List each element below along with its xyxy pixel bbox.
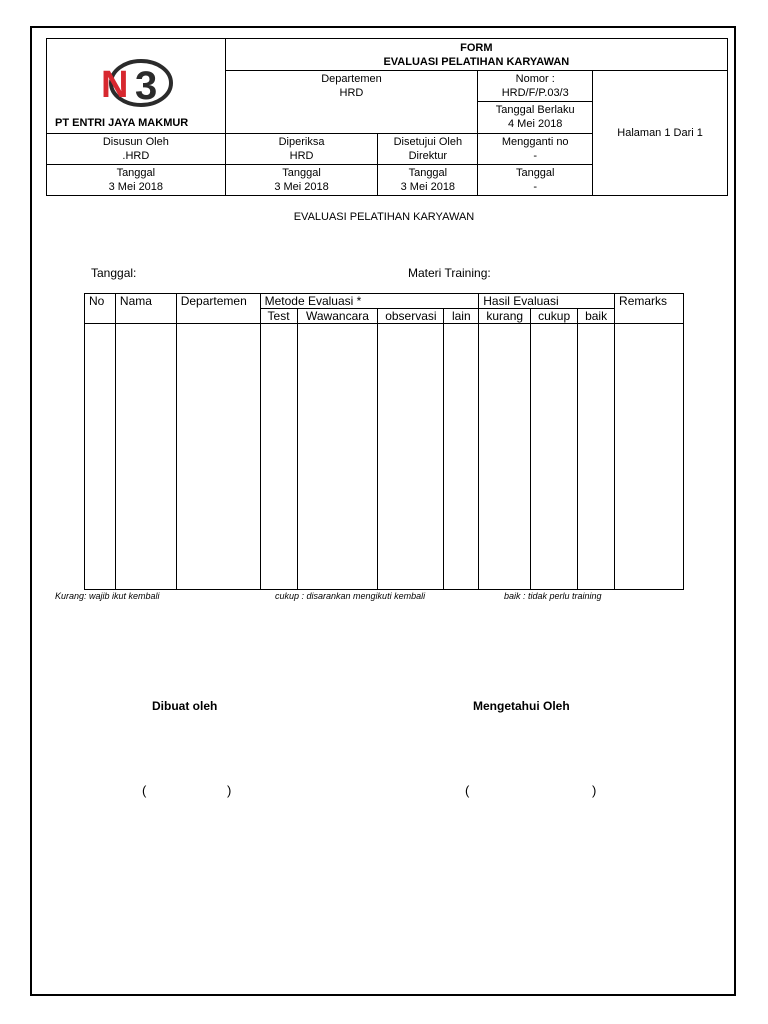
table-cell[interactable] bbox=[531, 324, 578, 590]
form-label: FORM bbox=[460, 41, 493, 54]
col-header-departemen: Departemen bbox=[176, 294, 260, 324]
sub-header-wawancara: Wawancara bbox=[297, 309, 378, 324]
table-cell[interactable] bbox=[260, 324, 297, 590]
table-cell[interactable] bbox=[378, 324, 444, 590]
diperiksa-value: HRD bbox=[289, 149, 314, 162]
tanggal-value: - bbox=[533, 180, 538, 193]
halaman-cell: Halaman 1 Dari 1 bbox=[593, 71, 728, 196]
table-cell[interactable] bbox=[176, 324, 260, 590]
form-title-cell bbox=[225, 39, 727, 71]
tanggal-cell-2 bbox=[225, 164, 378, 195]
signature-paren-close: ) bbox=[227, 783, 232, 798]
document-title: EVALUASI PELATIHAN KARYAWAN bbox=[293, 211, 475, 223]
disusun-label: Disusun Oleh bbox=[102, 135, 169, 148]
col-header-hasil: Hasil Evaluasi bbox=[479, 294, 615, 309]
sub-header-cukup: cukup bbox=[531, 309, 578, 324]
table-cell[interactable] bbox=[615, 324, 684, 590]
tanggal-label: Tanggal bbox=[282, 166, 321, 179]
signature-paren-open: ( bbox=[465, 783, 470, 798]
disusun-value: .HRD bbox=[122, 149, 150, 162]
col-header-metode: Metode Evaluasi * bbox=[260, 294, 479, 309]
table-cell[interactable] bbox=[115, 324, 176, 590]
company-name: PT ENTRI JAYA MAKMUR bbox=[55, 116, 189, 129]
legend-cukup: cukup : disarankan mengikuti kembali bbox=[275, 591, 426, 601]
mengetahui-oleh-label: Mengetahui Oleh bbox=[473, 699, 570, 713]
tanggal-berlaku-value: 4 Mei 2018 bbox=[508, 118, 563, 131]
tanggal-label: Tanggal bbox=[408, 166, 448, 179]
table-cell[interactable] bbox=[85, 324, 116, 590]
tanggal-cell-3 bbox=[378, 164, 478, 195]
form-header-table bbox=[46, 38, 728, 196]
sub-header-test: Test bbox=[260, 309, 297, 324]
col-header-remarks: Remarks bbox=[615, 294, 684, 324]
tanggal-label: Tanggal bbox=[116, 166, 156, 179]
sub-header-kurang: kurang bbox=[479, 309, 531, 324]
form-title: EVALUASI PELATIHAN KARYAWAN bbox=[383, 55, 570, 68]
tanggal-value: 3 Mei 2018 bbox=[400, 180, 456, 193]
mengganti-label: Mengganti no bbox=[501, 135, 569, 148]
disetujui-label: Disetujui Oleh bbox=[393, 135, 463, 148]
tanggal-berlaku-cell bbox=[478, 102, 593, 133]
sub-header-observasi: observasi bbox=[378, 309, 444, 324]
diperiksa-cell bbox=[225, 133, 378, 164]
evaluation-table bbox=[84, 293, 684, 590]
mengganti-value: - bbox=[533, 149, 538, 162]
logo-n-letter: N bbox=[101, 64, 129, 106]
departemen-label: Departemen bbox=[321, 73, 382, 86]
table-cell[interactable] bbox=[297, 324, 378, 590]
tanggal-value: 3 Mei 2018 bbox=[108, 180, 164, 193]
disetujui-value: Direktur bbox=[408, 149, 448, 162]
table-cell[interactable] bbox=[578, 324, 615, 590]
disetujui-cell bbox=[378, 133, 478, 164]
col-header-no: No bbox=[85, 294, 116, 324]
signature-paren-open: ( bbox=[142, 783, 147, 798]
col-header-nama: Nama bbox=[115, 294, 176, 324]
tanggal-label: Tanggal bbox=[515, 166, 555, 179]
tanggal-value: 3 Mei 2018 bbox=[274, 180, 329, 193]
legend-kurang: Kurang: wajib ikut kembali bbox=[55, 591, 160, 601]
table-row bbox=[85, 324, 684, 590]
tanggal-berlaku-label: Tanggal Berlaku bbox=[495, 104, 575, 117]
diperiksa-label: Diperiksa bbox=[278, 135, 325, 148]
logo-cell bbox=[47, 39, 226, 134]
sub-header-lain: lain bbox=[444, 309, 479, 324]
disusun-cell bbox=[47, 133, 226, 164]
logo-3-digit: 3 bbox=[135, 64, 158, 108]
tanggal-cell-4 bbox=[478, 164, 593, 195]
tanggal-field: Tanggal: bbox=[91, 266, 137, 280]
table-cell[interactable] bbox=[479, 324, 531, 590]
dibuat-oleh-label: Dibuat oleh bbox=[152, 699, 218, 713]
mengganti-cell bbox=[478, 133, 593, 164]
legend-baik: baik : tidak perlu training bbox=[504, 591, 602, 601]
departemen-cell bbox=[225, 71, 478, 133]
table-cell[interactable] bbox=[444, 324, 479, 590]
departemen-value: HRD bbox=[339, 87, 364, 100]
company-logo bbox=[97, 57, 177, 111]
sub-header-baik: baik bbox=[578, 309, 615, 324]
tanggal-cell-1 bbox=[47, 164, 226, 195]
nomor-cell bbox=[478, 71, 593, 102]
materi-training-field: Materi Training: bbox=[408, 266, 491, 280]
nomor-label: Nomor : bbox=[515, 73, 555, 86]
nomor-value: HRD/F/P.03/3 bbox=[501, 87, 569, 100]
signature-paren-close: ) bbox=[592, 783, 597, 798]
